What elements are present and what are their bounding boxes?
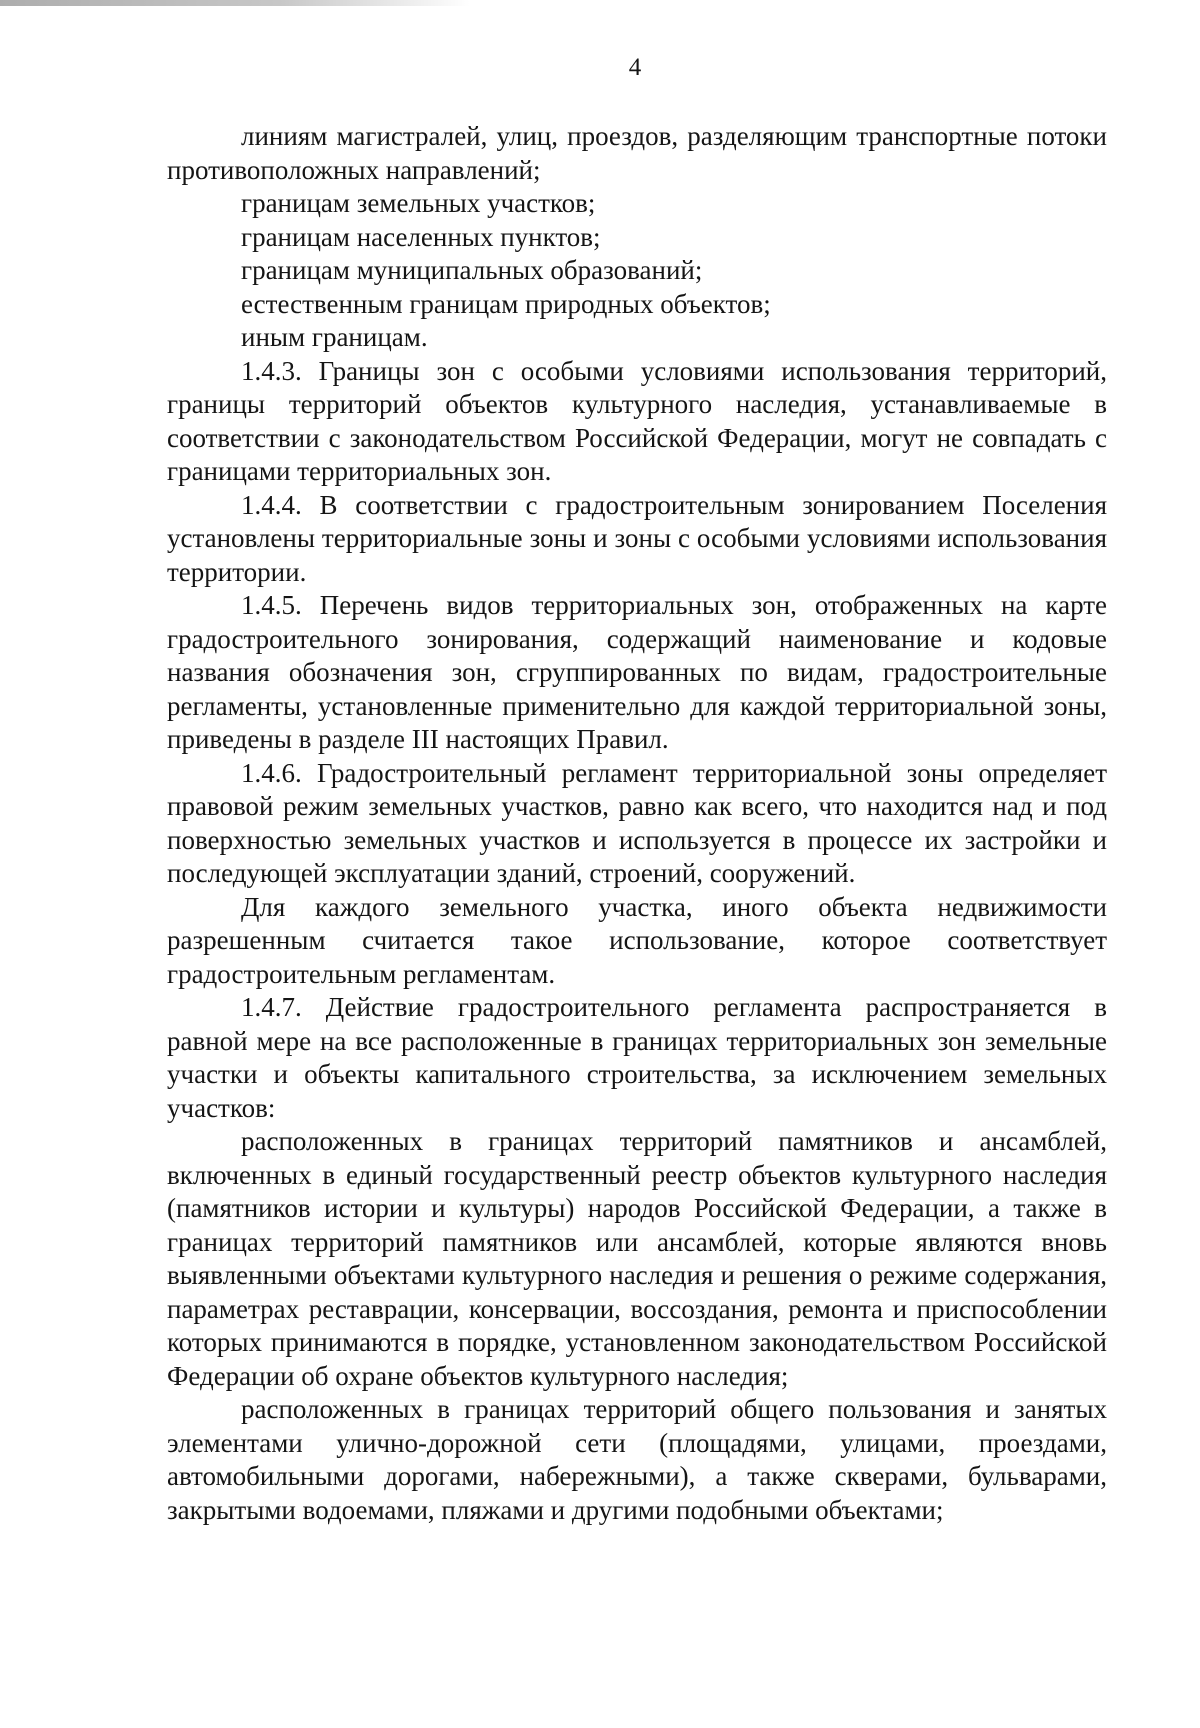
paragraph-1-4-4: 1.4.4. В соответствии с градостроительным зонированием Поселения установлены территориальные зоны и зоны с особыми условиями использования территории. <box>167 489 1107 587</box>
paragraph-1-4-6: 1.4.6. Градостроительный регламент территориальной зоны определяет правовой режим земельных участков, равно как всего, что находится над и под поверхностью земельных участков и используется в процессе их застройки и последующей эксплуатации зданий, строений, сооружений. <box>167 757 1107 888</box>
paragraph-cultural-heritage-exception: расположенных в границах территорий памятников и ансамблей, включенных в единый государственный реестр объектов культурного наследия (памятников истории и культуры) народов Российской Федерации, а также в границах территорий памятников или ансамблей, которые являются вновь выявленными объектами культурного наследия и решения о режиме содержания, параметрах реставрации, консервации, воссоздания, ремонта и приспособлении которых принимаются в порядке, установленном законодательством Российской Федерации об охране объектов культурного наследия; <box>167 1126 1107 1391</box>
page-number: 4 <box>628 54 642 81</box>
paragraph-natural-boundaries: естественным границам природных объектов; <box>241 288 771 319</box>
paragraph-other-boundaries: иным границам. <box>241 322 428 352</box>
document-body <box>167 120 1107 1527</box>
paragraph-permitted-use: Для каждого земельного участка, иного объекта недвижимости разрешенным считается такое использование, которое соответствует градостроительным регламентам. <box>167 891 1107 989</box>
paragraph-settlement-boundaries: границам населенных пунктов; <box>241 221 601 252</box>
paragraph-1-4-3: 1.4.3. Границы зон с особыми условиями использования территорий, границы территорий объектов культурного наследия, устанавливаемые в соответствии с законодательством Российской Федерации, могут не совпадать с границами территориальных зон. <box>167 355 1107 486</box>
paragraph-municipal-boundaries: границам муниципальных образований; <box>241 255 703 285</box>
paragraph-line-boundaries: линиям магистралей, улиц, проездов, разделяющим транспортные потоки противоположных направлений; <box>167 121 1107 185</box>
paragraph-1-4-5: 1.4.5. Перечень видов территориальных зон, отображенных на карте градостроительного зонирования, содержащий наименование и кодовые названия обозначения зон, сгруппированных по видам, градостроительные регламенты, установленные применительно для каждой территориальной зоны, приведены в разделе III настоящих Правил. <box>167 590 1107 754</box>
paragraph-public-use-exception: расположенных в границах территорий общего пользования и занятых элементами улично-дорожной сети (площадями, улицами, проездами, автомобильными дорогами, набережными), а также скверами, бульварами, закрытыми водоемами, пляжами и другими подобными объектами; <box>167 1394 1107 1525</box>
scan-edge-shadow <box>0 0 470 6</box>
paragraph-1-4-7: 1.4.7. Действие градостроительного регламента распространяется в равной мере на все расположенные в границах территориальных зон земельные участки и объекты капитального строительства, за исключением земельных участков: <box>167 992 1107 1123</box>
paragraph-land-plot-boundaries: границам земельных участков; <box>241 188 596 218</box>
